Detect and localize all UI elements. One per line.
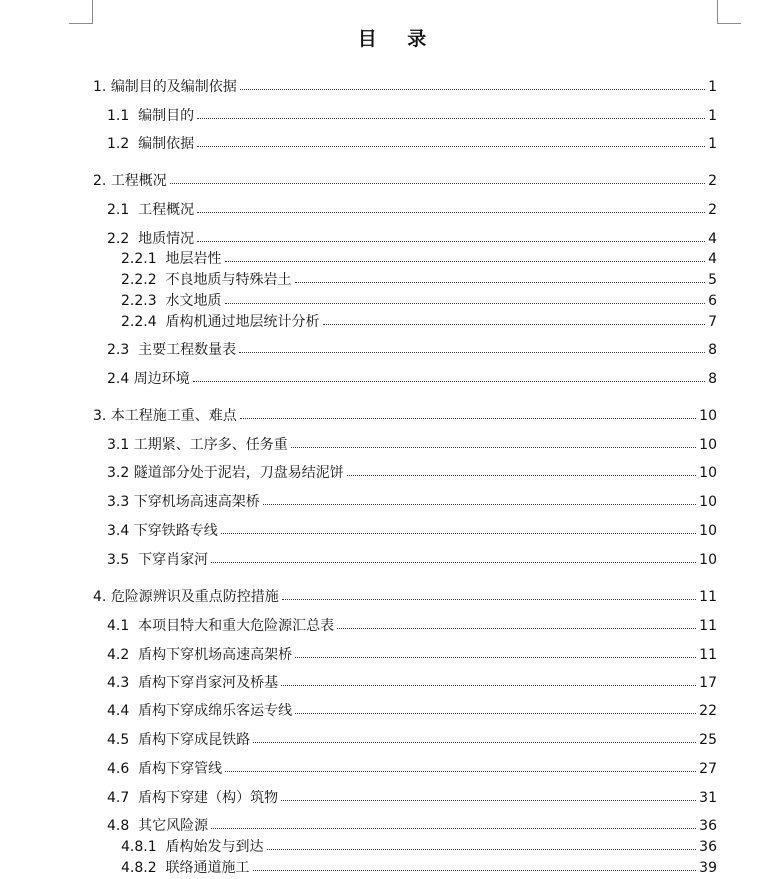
toc-entry-page: 6 [708, 293, 717, 309]
toc-entry-page: 10 [699, 437, 717, 453]
toc-entry[interactable] [107, 816, 717, 836]
page-corner-mark-right [717, 0, 741, 24]
toc-entry-page: 5 [708, 272, 717, 288]
toc-leader-dots [281, 799, 696, 801]
toc-entry[interactable] [107, 340, 717, 360]
toc-entry-text: 工程概况 [110, 173, 167, 189]
toc-entry-page: 10 [699, 523, 717, 539]
toc-entry[interactable] [121, 312, 717, 332]
toc-entry-text: 本项目特大和重大危险源汇总表 [138, 618, 335, 634]
toc-leader-dots [211, 561, 696, 563]
toc-leader-dots [170, 182, 705, 184]
toc-leader-dots [295, 281, 706, 283]
toc-entry-page: 2 [708, 173, 717, 189]
toc-entry-page: 36 [699, 818, 717, 834]
toc-entry[interactable] [107, 134, 717, 154]
toc-entry-number: 3.5 [107, 552, 139, 568]
toc-entry-text: 主要工程数量表 [138, 342, 237, 358]
toc-entry-text: 其它风险源 [138, 818, 209, 834]
toc-leader-dots [253, 741, 696, 743]
toc-entry-number: 3.2 [107, 465, 134, 481]
toc-entry-page: 1 [708, 108, 717, 124]
toc-entry[interactable] [107, 521, 717, 541]
toc-leader-dots [197, 145, 705, 147]
toc-entry-number: 3.3 [107, 494, 134, 510]
toc-entry-page: 10 [699, 552, 717, 568]
toc-entry[interactable] [107, 759, 717, 779]
toc-entry[interactable] [107, 492, 717, 512]
toc-leader-dots [291, 446, 696, 448]
toc-entry-page: 10 [699, 408, 717, 424]
toc-entry[interactable] [121, 837, 717, 857]
toc-entry-number: 4.5 [107, 732, 139, 748]
toc-entry-number: 2.2 [107, 231, 139, 247]
toc-leader-dots [240, 417, 696, 419]
toc-entry-text: 下穿铁路专线 [133, 523, 218, 539]
toc-entry[interactable] [93, 587, 717, 607]
toc-entry-page: 11 [699, 618, 717, 634]
toc-entry-text: 盾构下穿成绵乐客运专线 [138, 703, 293, 719]
toc-entry-page: 1 [708, 79, 717, 95]
toc-entry[interactable] [107, 550, 717, 570]
toc-entry-page: 11 [699, 589, 717, 605]
toc-entry-number: 1.2 [107, 136, 139, 152]
toc-entry-page: 1 [708, 136, 717, 152]
toc-entry[interactable] [121, 858, 717, 878]
toc-leader-dots [225, 302, 706, 304]
toc-entry-text: 地质情况 [138, 231, 195, 247]
toc-entry-number: 2.2.2 [121, 272, 166, 288]
toc-leader-dots [240, 88, 705, 90]
toc-entry-page: 22 [699, 703, 717, 719]
toc-entry-text: 编制目的及编制依据 [110, 79, 237, 95]
toc-entry-text: 地层岩性 [165, 251, 222, 267]
toc-entry-page: 10 [699, 494, 717, 510]
toc-entry[interactable] [107, 106, 717, 126]
toc-entry-number: 2.3 [107, 342, 139, 358]
toc-leader-dots [323, 323, 706, 325]
toc-entry-text: 盾构下穿肖家河及桥基 [138, 675, 279, 691]
toc-leader-dots [193, 380, 705, 382]
toc-leader-dots [253, 869, 697, 871]
toc-leader-dots [347, 474, 696, 476]
toc-entry[interactable] [107, 435, 717, 455]
toc-entry[interactable] [93, 171, 717, 191]
toc-entry-page: 8 [708, 371, 717, 387]
toc-entry[interactable] [121, 249, 717, 269]
toc-leader-dots [197, 240, 705, 242]
toc-entry[interactable] [107, 673, 717, 693]
toc-leader-dots [337, 627, 696, 629]
toc-entry-page: 11 [699, 647, 717, 663]
toc-leader-dots [282, 598, 696, 600]
toc-entry-number: 3.4 [107, 523, 134, 539]
toc-leader-dots [281, 684, 696, 686]
toc-entry[interactable] [107, 788, 717, 808]
toc-entry-number: 4.8.1 [121, 839, 166, 855]
toc-entry[interactable] [93, 406, 717, 426]
toc-entry[interactable] [107, 701, 717, 721]
toc-entry-text: 盾构下穿管线 [138, 761, 223, 777]
toc-entry-number: 3.1 [107, 437, 134, 453]
toc-entry-text: 隧道部分处于泥岩，刀盘易结泥饼 [133, 465, 344, 481]
toc-entry-text: 周边环境 [133, 371, 190, 387]
toc-leader-dots [267, 848, 697, 850]
page-corner-mark-left [69, 0, 93, 24]
toc-entry-text: 盾构下穿机场高速高架桥 [138, 647, 293, 663]
toc-entry-text: 危险源辨识及重点防控措施 [110, 589, 279, 605]
toc-entry-page: 7 [708, 314, 717, 330]
toc-entry-text: 盾构下穿建（构）筑物 [138, 790, 279, 806]
toc-entry-text: 水文地质 [165, 293, 222, 309]
toc-leader-dots [295, 656, 696, 658]
toc-entry-number: 4.1 [107, 618, 139, 634]
toc-entry-page: 2 [708, 202, 717, 218]
toc-leader-dots [295, 712, 696, 714]
toc-entry[interactable] [107, 730, 717, 750]
toc-entry-number: 2.4 [107, 371, 134, 387]
toc-entry-number: 4.8.2 [121, 860, 166, 876]
toc-entry[interactable] [107, 645, 717, 665]
toc-entry-number: 2.2.1 [121, 251, 166, 267]
toc-entry[interactable] [121, 270, 717, 290]
toc-entry-number: 4.8 [107, 818, 139, 834]
toc-entry-page: 36 [699, 839, 717, 855]
toc-leader-dots [211, 827, 696, 829]
toc-entry[interactable] [121, 291, 717, 311]
toc-entry[interactable] [107, 229, 717, 249]
toc-entry-number: 4.2 [107, 647, 139, 663]
toc-leader-dots [197, 117, 705, 119]
toc-leader-dots [197, 211, 705, 213]
toc-entry[interactable] [93, 77, 717, 97]
toc-entry-page: 39 [699, 860, 717, 876]
toc-entry-text: 不良地质与特殊岩土 [165, 272, 292, 288]
toc-entry-number: 1. [93, 79, 111, 95]
toc-entry[interactable] [107, 200, 717, 220]
toc-entry-text: 下穿机场高速高架桥 [133, 494, 260, 510]
toc-title: 目 录 [357, 28, 439, 50]
toc-entry-number: 2.2.4 [121, 314, 166, 330]
toc-entry-page: 17 [699, 675, 717, 691]
toc-entry-page: 4 [708, 251, 717, 267]
toc-entry-page: 4 [708, 231, 717, 247]
toc-entry-page: 10 [699, 465, 717, 481]
toc-entry-number: 4.3 [107, 675, 139, 691]
toc-entry-page: 8 [708, 342, 717, 358]
toc-entry-page: 25 [699, 732, 717, 748]
toc-leader-dots [221, 532, 696, 534]
toc-leader-dots [239, 351, 705, 353]
toc-entry-text: 下穿肖家河 [138, 552, 209, 568]
toc-entry[interactable] [107, 463, 717, 483]
toc-entry-text: 本工程施工重、难点 [110, 408, 237, 424]
toc-leader-dots [263, 503, 696, 505]
toc-entry-page: 31 [699, 790, 717, 806]
toc-entry-text: 盾构机通过地层统计分析 [165, 314, 320, 330]
toc-entry-text: 编制目的 [138, 108, 195, 124]
toc-entry-number: 4.4 [107, 703, 139, 719]
toc-entry-text: 编制依据 [138, 136, 195, 152]
toc-entry-number: 4.6 [107, 761, 139, 777]
toc-entry-text: 工程概况 [138, 202, 195, 218]
toc-entry-number: 2. [93, 173, 111, 189]
toc-entry-number: 1.1 [107, 108, 139, 124]
toc-entry-text: 盾构下穿成昆铁路 [138, 732, 251, 748]
toc-entry[interactable] [107, 616, 717, 636]
toc-leader-dots [225, 770, 696, 772]
toc-entry-text: 盾构始发与到达 [165, 839, 264, 855]
toc-entry-text: 工期紧、工序多、任务重 [133, 437, 288, 453]
toc-entry-number: 4. [93, 589, 111, 605]
toc-entry-text: 联络通道施工 [165, 860, 250, 876]
toc-entry-number: 3. [93, 408, 111, 424]
toc-entry-number: 2.2.3 [121, 293, 166, 309]
toc-entry-number: 2.1 [107, 202, 139, 218]
toc-entry[interactable] [107, 369, 717, 389]
toc-entry-page: 27 [699, 761, 717, 777]
toc-leader-dots [225, 260, 706, 262]
toc-entry-number: 4.7 [107, 790, 139, 806]
